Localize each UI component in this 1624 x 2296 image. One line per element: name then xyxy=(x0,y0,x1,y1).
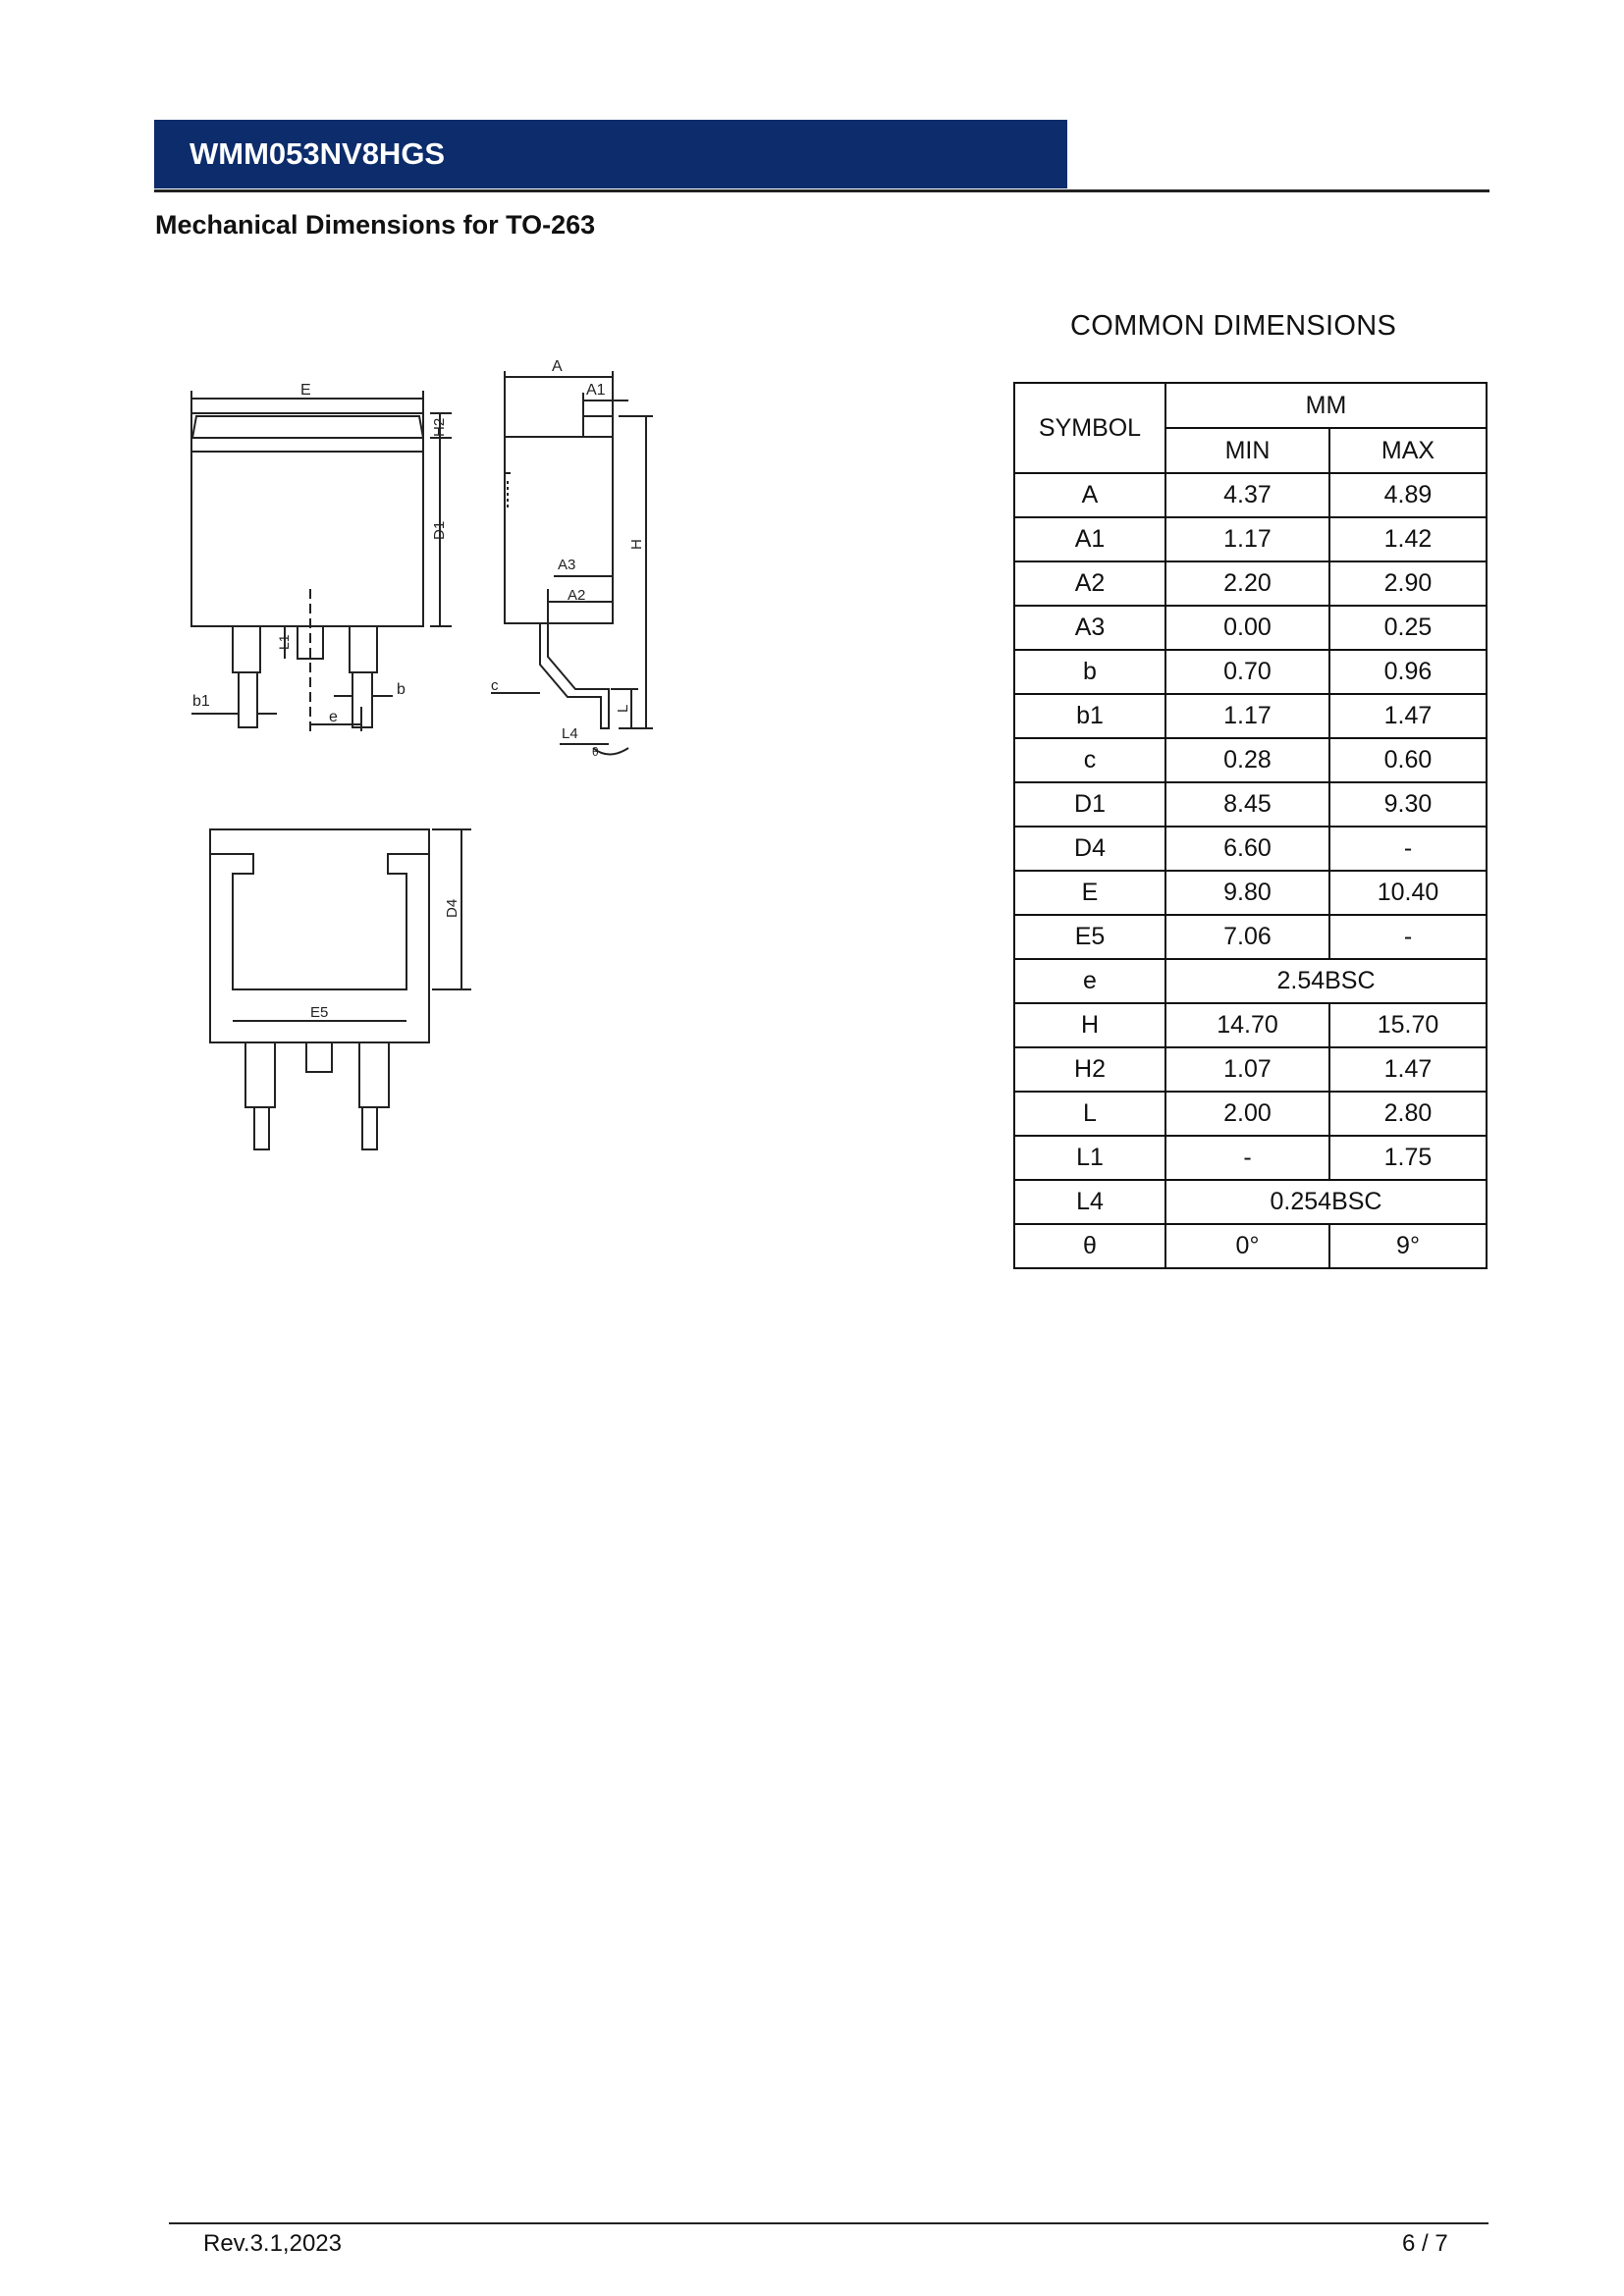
min-value-cell: 7.06 xyxy=(1165,915,1329,959)
min-value-cell: 1.17 xyxy=(1165,694,1329,738)
symbol-cell: H2 xyxy=(1014,1047,1165,1092)
table-row xyxy=(1014,827,1487,871)
min-value-cell: 9.80 xyxy=(1165,871,1329,915)
min-header: MIN xyxy=(1165,428,1329,473)
label-A1: A1 xyxy=(586,382,606,399)
min-value-cell: 0.70 xyxy=(1165,650,1329,694)
symbol-cell: A2 xyxy=(1014,561,1165,606)
min-value-cell: 8.45 xyxy=(1165,782,1329,827)
bsc-value-cell: 0.254BSC xyxy=(1165,1180,1487,1224)
symbol-header: SYMBOL xyxy=(1014,383,1165,473)
table-row xyxy=(1014,959,1487,1003)
part-number-title: WMM053NV8HGS xyxy=(189,136,446,171)
symbol-cell: A1 xyxy=(1014,517,1165,561)
table-row xyxy=(1014,871,1487,915)
symbol-cell: b xyxy=(1014,650,1165,694)
min-value-cell: 4.37 xyxy=(1165,473,1329,517)
page-number: 6 / 7 xyxy=(1402,2230,1448,2257)
section-title: Mechanical Dimensions for TO-263 xyxy=(155,210,596,240)
label-D4: D4 xyxy=(444,898,460,918)
table-row xyxy=(1014,782,1487,827)
bsc-value-cell: 2.54BSC xyxy=(1165,959,1487,1003)
max-value-cell: - xyxy=(1329,915,1487,959)
symbol-cell: D4 xyxy=(1014,827,1165,871)
revision-text: Rev.3.1,2023 xyxy=(203,2230,342,2257)
bottom-view-drawing xyxy=(210,829,471,1149)
unit-header: MM xyxy=(1165,383,1487,428)
max-value-cell: 1.42 xyxy=(1329,517,1487,561)
symbol-cell: b1 xyxy=(1014,694,1165,738)
symbol-cell: θ xyxy=(1014,1224,1165,1268)
max-value-cell: 4.89 xyxy=(1329,473,1487,517)
max-value-cell: 9° xyxy=(1329,1224,1487,1268)
table-row xyxy=(1014,738,1487,782)
symbol-cell: A3 xyxy=(1014,606,1165,650)
table-header-row xyxy=(1014,383,1487,428)
max-value-cell: 0.25 xyxy=(1329,606,1487,650)
label-A3: A3 xyxy=(558,557,576,573)
dimensions-title: COMMON DIMENSIONS xyxy=(1070,310,1397,342)
min-value-cell: 2.00 xyxy=(1165,1092,1329,1136)
min-value-cell: - xyxy=(1165,1136,1329,1180)
table-row xyxy=(1014,561,1487,606)
label-L: L xyxy=(615,704,631,713)
min-value-cell: 14.70 xyxy=(1165,1003,1329,1047)
max-value-cell: 10.40 xyxy=(1329,871,1487,915)
table-row xyxy=(1014,1003,1487,1047)
table-row xyxy=(1014,694,1487,738)
symbol-cell: H xyxy=(1014,1003,1165,1047)
max-value-cell: 2.80 xyxy=(1329,1092,1487,1136)
symbol-cell: L1 xyxy=(1014,1136,1165,1180)
label-E5: E5 xyxy=(310,1004,329,1021)
footer-rule xyxy=(169,2222,1489,2224)
max-value-cell: 1.75 xyxy=(1329,1136,1487,1180)
label-H2: H2 xyxy=(431,417,448,437)
symbol-cell: c xyxy=(1014,738,1165,782)
label-e: e xyxy=(329,709,338,725)
top-view-drawing xyxy=(191,391,452,734)
table-row xyxy=(1014,473,1487,517)
max-value-cell: 1.47 xyxy=(1329,694,1487,738)
max-value-cell: - xyxy=(1329,827,1487,871)
symbol-cell: E xyxy=(1014,871,1165,915)
package-drawing xyxy=(0,0,982,1198)
max-value-cell: 15.70 xyxy=(1329,1003,1487,1047)
label-L1: L1 xyxy=(276,634,292,650)
max-value-cell: 9.30 xyxy=(1329,782,1487,827)
symbol-cell: L4 xyxy=(1014,1180,1165,1224)
symbol-cell: L xyxy=(1014,1092,1165,1136)
symbol-cell: D1 xyxy=(1014,782,1165,827)
table-row xyxy=(1014,1047,1487,1092)
symbol-cell: e xyxy=(1014,959,1165,1003)
label-c: c xyxy=(491,677,499,694)
label-b1: b1 xyxy=(192,693,210,710)
min-value-cell: 0.28 xyxy=(1165,738,1329,782)
max-header: MAX xyxy=(1329,428,1487,473)
label-H: H xyxy=(628,539,645,550)
min-value-cell: 1.17 xyxy=(1165,517,1329,561)
max-value-cell: 1.47 xyxy=(1329,1047,1487,1092)
label-A2: A2 xyxy=(568,587,586,604)
label-L4: L4 xyxy=(562,725,578,742)
label-D1: D1 xyxy=(431,520,448,540)
table-row xyxy=(1014,1224,1487,1268)
max-value-cell: 2.90 xyxy=(1329,561,1487,606)
table-row xyxy=(1014,1092,1487,1136)
min-value-cell: 0.00 xyxy=(1165,606,1329,650)
label-A: A xyxy=(552,358,563,375)
min-value-cell: 0° xyxy=(1165,1224,1329,1268)
label-E: E xyxy=(300,382,311,399)
symbol-cell: A xyxy=(1014,473,1165,517)
table-row xyxy=(1014,517,1487,561)
min-value-cell: 1.07 xyxy=(1165,1047,1329,1092)
min-value-cell: 2.20 xyxy=(1165,561,1329,606)
max-value-cell: 0.60 xyxy=(1329,738,1487,782)
table-row xyxy=(1014,650,1487,694)
symbol-cell: E5 xyxy=(1014,915,1165,959)
table-row xyxy=(1014,1180,1487,1224)
min-value-cell: 6.60 xyxy=(1165,827,1329,871)
table-row xyxy=(1014,1136,1487,1180)
dimensions-table xyxy=(1013,382,1488,1269)
label-b: b xyxy=(397,681,406,698)
max-value-cell: 0.96 xyxy=(1329,650,1487,694)
table-row xyxy=(1014,606,1487,650)
table-row xyxy=(1014,915,1487,959)
label-theta: θ xyxy=(592,745,599,759)
